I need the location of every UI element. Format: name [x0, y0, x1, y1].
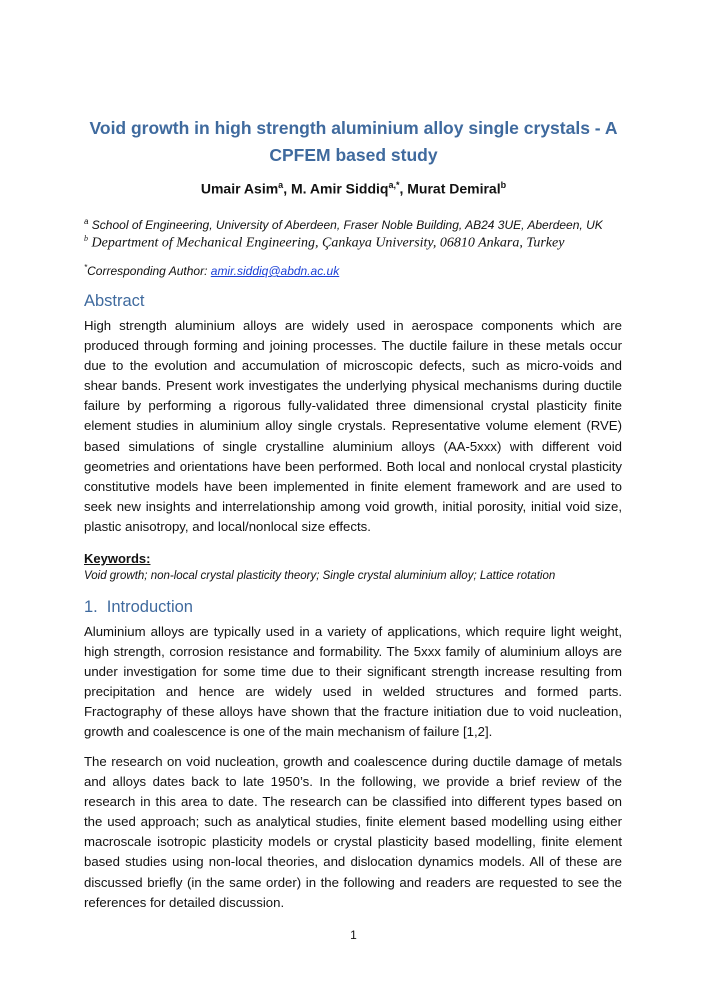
author-affiliation-mark: b	[500, 180, 507, 190]
introduction-paragraph: The research on void nucleation, growth and coalescence during ductile damage of metals and alloys dates back to late 1950’s. In the following, we provide a brief review of the research in this area to date. The research can be classified into different types based on the used approach; such as analytical studies, finite element based modelling using either macroscale isotropic plasticity models or crystal plasticity based modelling, finite element based studies using non-local theories, and dislocation dynamics models. All of these are discussed briefly (in the same order) in the following and readers are requested to see the references for detailed discussion.	[84, 754, 622, 910]
affiliation-mark: b	[84, 234, 88, 243]
introduction-heading	[84, 598, 193, 617]
author-name: M. Amir Siddiq	[290, 180, 389, 197]
author-affiliation-mark: a,*	[388, 180, 400, 190]
keywords-label: Keywords:	[84, 551, 151, 566]
page-number: 1	[350, 928, 357, 942]
corresponding-mark: *	[84, 263, 88, 272]
affiliation-mark: a	[84, 217, 89, 226]
author-name: Umair Asim	[200, 180, 279, 197]
corresponding-email-link[interactable]: amir.siddiq@abdn.ac.uk	[210, 264, 340, 278]
affiliation-text: Department of Mechanical Engineering, Çankaya University, 06810 Ankara, Turkey	[91, 235, 565, 251]
author-name: Murat Demiral	[407, 180, 501, 197]
section-number: 1.	[84, 598, 98, 616]
affiliation-b	[84, 231, 644, 252]
abstract-heading: Abstract	[84, 292, 145, 310]
paper-title: Void growth in high strength aluminium alloy single crystals - A CPFEM based study	[89, 118, 618, 165]
corresponding-author	[84, 263, 339, 278]
affiliation-text: School of Engineering, University of Aberdeen, Fraser Noble Building, AB24 3UE, Aberdeen, UK	[91, 218, 603, 232]
introduction-paragraph: Aluminium alloys are typically used in a variety of applications, which require light weight, high strength, corrosion resistance and formability. The 5xxx family of aluminium alloys are under investigation for some time due to their significant strength increase resulting from precipitation and hence are widely used in welded structures and formed parts. Fractography of these alloys have shown that the fracture initiation due to void nucleation, growth and coalescence is one of the main mechanism of failure [1,2].	[84, 624, 622, 740]
author-list	[60, 180, 647, 197]
author-affiliation-mark: a	[278, 180, 284, 190]
abstract-text: High strength aluminium alloys are widely used in aerospace components which are produced through forming and joining processes. The ductile failure in these metals occur due to the evolution and accumulation of microscopic defects, such as micro-voids and shear bands. Present work investigates the underlying physical mechanisms during ductile failure by performing a rigorous fully-validated three dimensional crystal plasticity finite element studies in aluminium alloy single crystals. Representative volume element (RVE) based simulations of single crystalline aluminium alloys (AA-5xxx) with different void geometries and orientations have been performed. Both local and nonlocal crystal plasticity constitutive models have been implemented in finite element framework and are used to seek new insights and interrelationship among void growth, initial porosity, initial void size, plastic anisotropy, and local/nonlocal size effects.	[84, 318, 622, 534]
author-separator: ,	[399, 180, 408, 197]
section-title: Introduction	[106, 598, 193, 616]
author-separator: ,	[283, 180, 291, 197]
corresponding-label: Corresponding Author:	[87, 264, 211, 278]
keywords-text: Void growth; non-local crystal plasticity theory; Single crystal aluminium alloy; Lattice rotation	[84, 570, 556, 582]
